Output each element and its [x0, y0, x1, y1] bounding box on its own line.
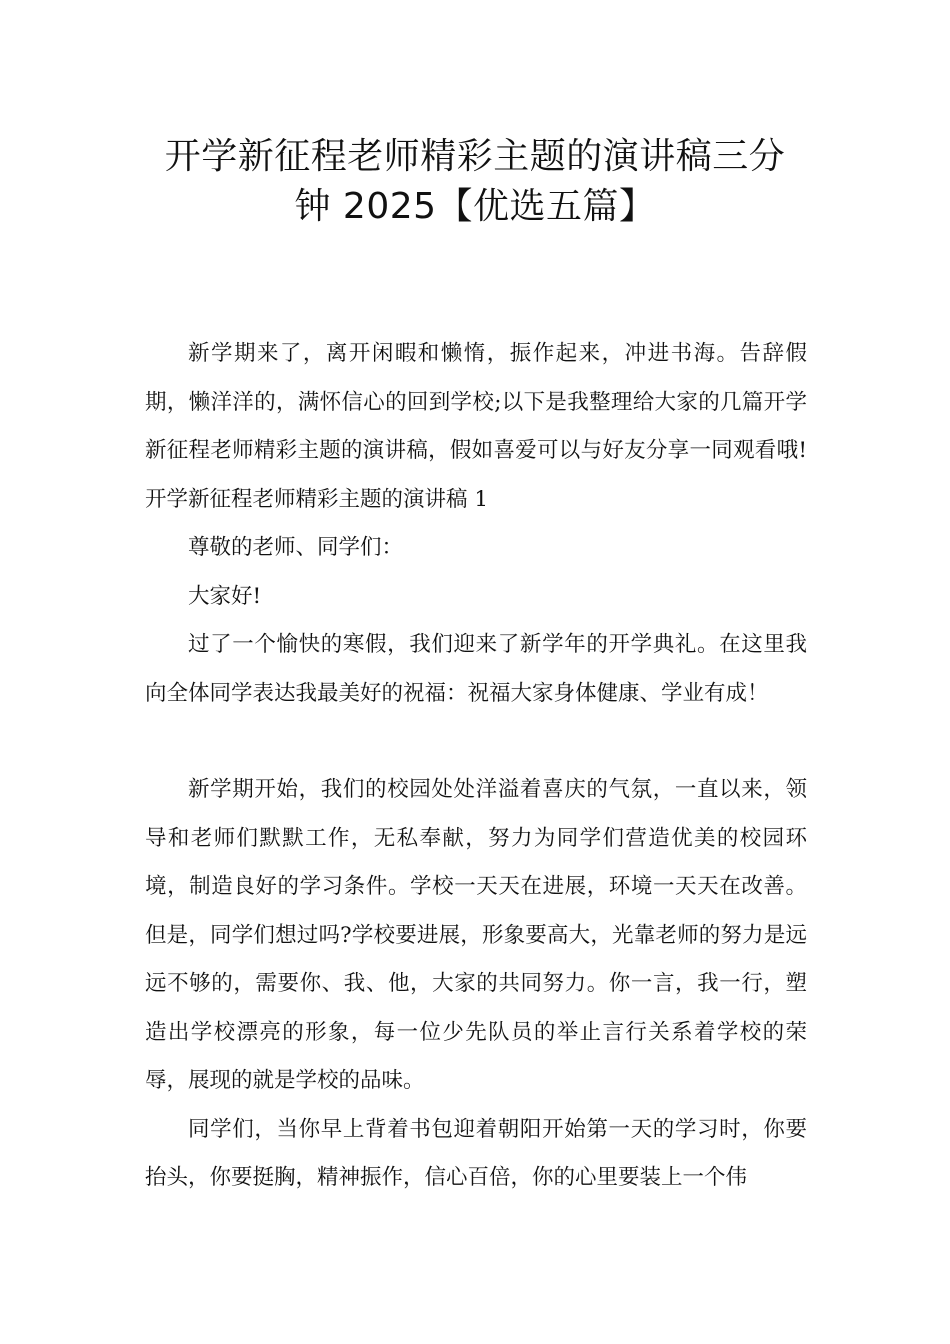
paragraph-school-development: 新学期开始，我们的校园处处洋溢着喜庆的气氛，一直以来，领导和老师们默默工作，无私奉献，努力为同学们营造优美的校园环境，制造良好的学习条件。学校一天天在进展，环境一天天在改善。但是，同学们想过吗?学校要进展，形象要高大，光靠老师的努力是远远不够的，需要你、我、他，大家的共同努力。你一言，我一行，塑造出学校漂亮的形象，每一位少先队员的举止言行关系着学校的荣辱，展现的就是学校的品味。 — [145, 777, 807, 1093]
paragraph-intro: 新学期来了，离开闲暇和懒惰，振作起来，冲进书海。告辞假期，懒洋洋的，满怀信心的回到学校;以下是我整理给大家的几篇开学新征程老师精彩主题的演讲稿，假如喜爱可以与好友分享一同观看哦!开学新征程老师精彩主题的演讲稿 1 — [145, 341, 807, 512]
document-body — [145, 330, 807, 1203]
document-title — [130, 132, 820, 232]
document-title-line-2: 钟 2025【优选五篇】 — [294, 186, 656, 227]
paragraph-opening: 过了一个愉快的寒假，我们迎来了新学年的开学典礼。在这里我向全体同学表达我最美好的祝福：祝福大家身体健康、学业有成！ — [145, 632, 807, 706]
paragraph-morning-study: 同学们，当你早上背着书包迎着朝阳开始第一天的学习时，你要抬头，你要挺胸，精神振作，信心百倍，你的心里要装上一个伟 — [145, 1116, 807, 1190]
paragraph-greeting: 大家好! — [188, 583, 262, 609]
document-title-line-1: 开学新征程老师精彩主题的演讲稿三分 — [164, 136, 786, 177]
paragraph-salutation: 尊敬的老师、同学们： — [188, 535, 404, 560]
